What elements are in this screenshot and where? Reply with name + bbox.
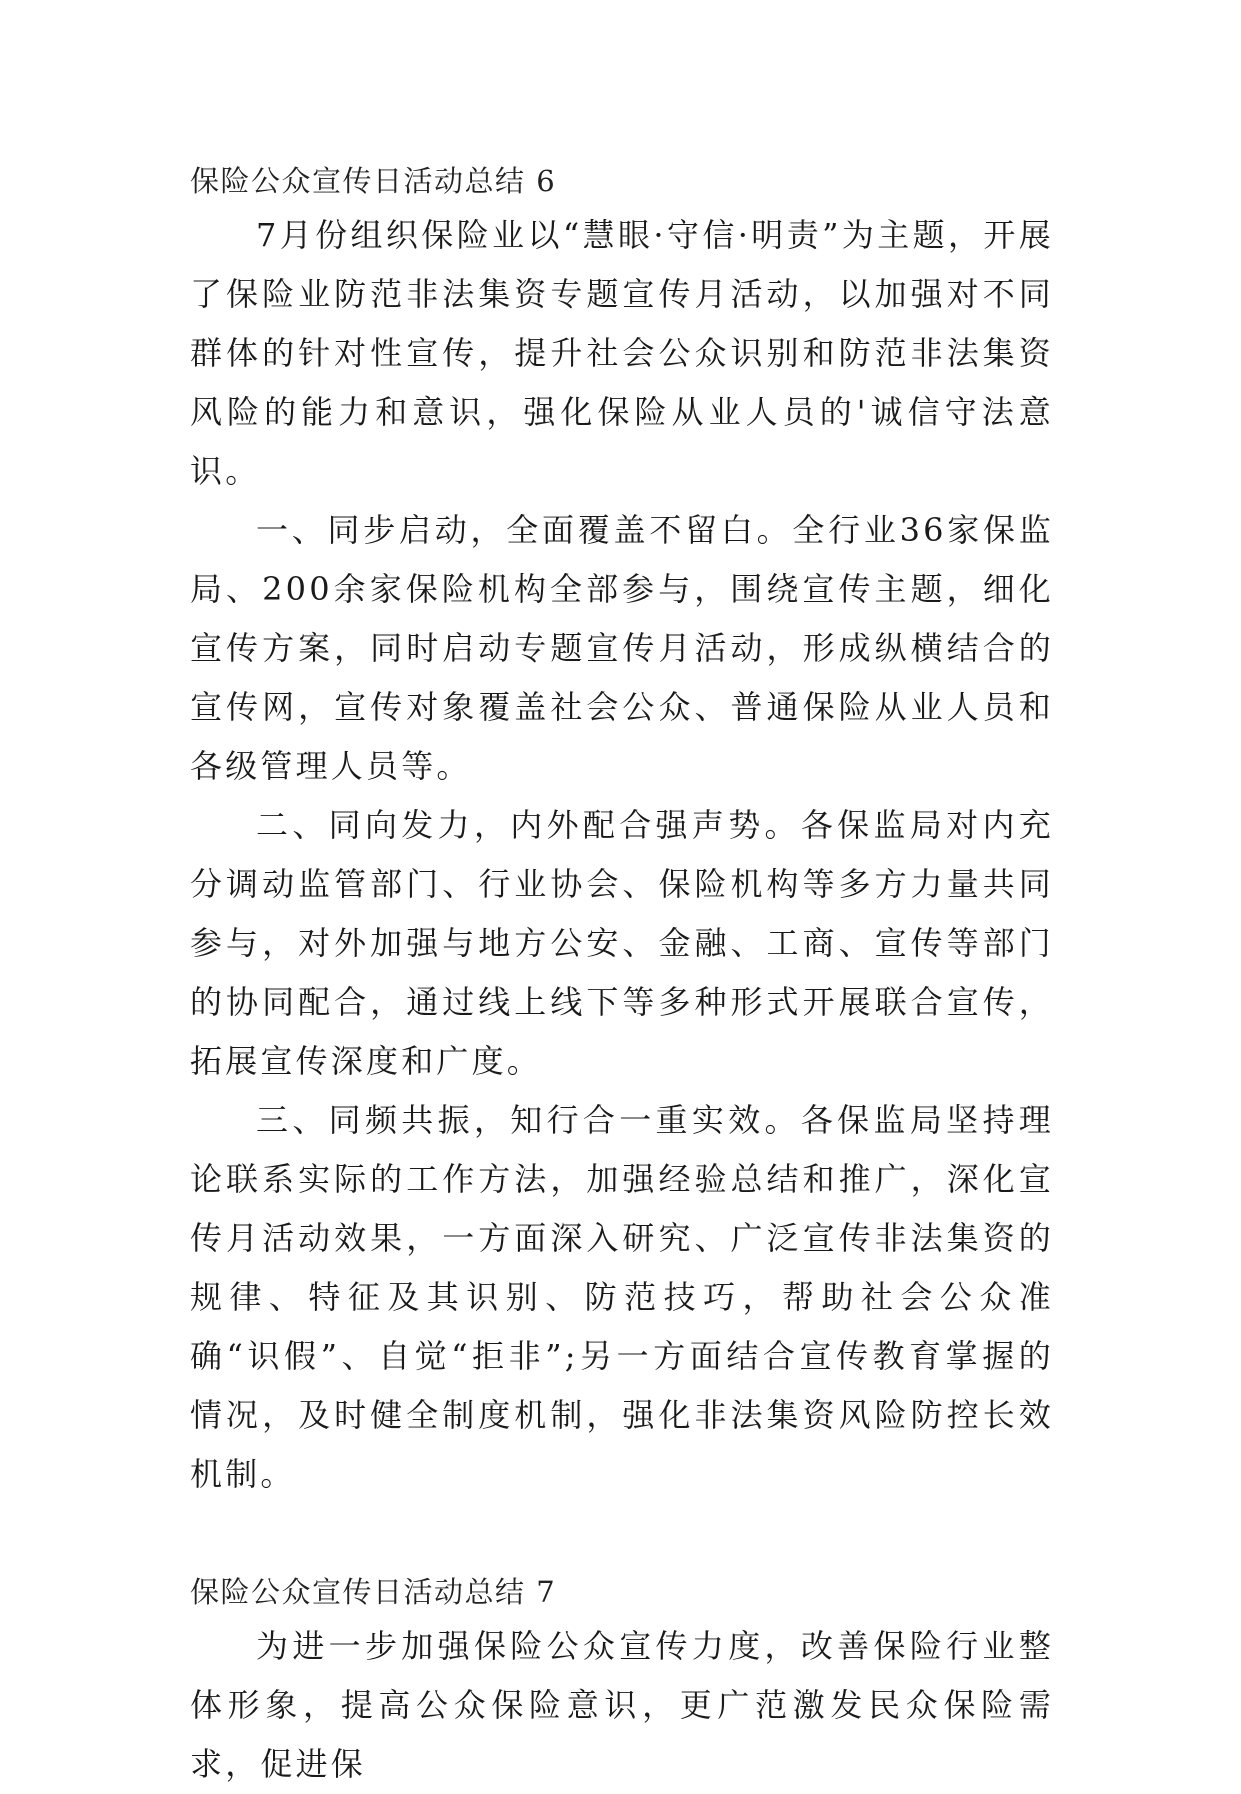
section-heading: 保险公众宣传日活动总结 6 bbox=[190, 164, 557, 198]
intro-paragraph: 为进一步加强保险公众宣传力度，改善保险行业整体形象，提高公众保险意识，更广范激发民众保险需求，促进保 bbox=[190, 1627, 1054, 1783]
section-heading: 保险公众宣传日活动总结 7 bbox=[190, 1575, 557, 1609]
point-one-paragraph: 一、同步启动，全面覆盖不留白。全行业36家保监局、200余家保险机构全部参与，围绕宣传主题，细化宣传方案，同时启动专题宣传月活动，形成纵横结合的宣传网，宣传对象覆盖社会公众、普通保险从业人员和各级管理人员等。 bbox=[190, 511, 1054, 785]
intro-paragraph: 7月份组织保险业以“慧眼·守信·明责”为主题，开展了保险业防范非法集资专题宣传月活动，以加强对不同群体的针对性宣传，提升社会公众识别和防范非法集资风险的能力和意识，强化保险从业人员的'诚信守法意识。 bbox=[190, 216, 1054, 490]
point-two-paragraph: 二、同向发力，内外配合强声势。各保监局对内充分调动监管部门、行业协会、保险机构等多方力量共同参与，对外加强与地方公安、金融、工商、宣传等部门的协同配合，通过线上线下等多种形式开展联合宣传，拓展宣传深度和广度。 bbox=[190, 806, 1054, 1080]
document-body bbox=[190, 163, 1054, 1794]
point-three-paragraph: 三、同频共振，知行合一重实效。各保监局坚持理论联系实际的工作方法，加强经验总结和推广，深化宣传月活动效果，一方面深入研究、广泛宣传非法集资的规律、特征及其识别、防范技巧，帮助社会公众准确“识假”、自觉“拒非”;另一方面结合宣传教育掌握的情况，及时健全制度机制，强化非法集资风险防控长效机制。 bbox=[190, 1101, 1054, 1493]
summary-section-6 bbox=[190, 163, 1054, 1504]
summary-section-7 bbox=[190, 1574, 1054, 1794]
